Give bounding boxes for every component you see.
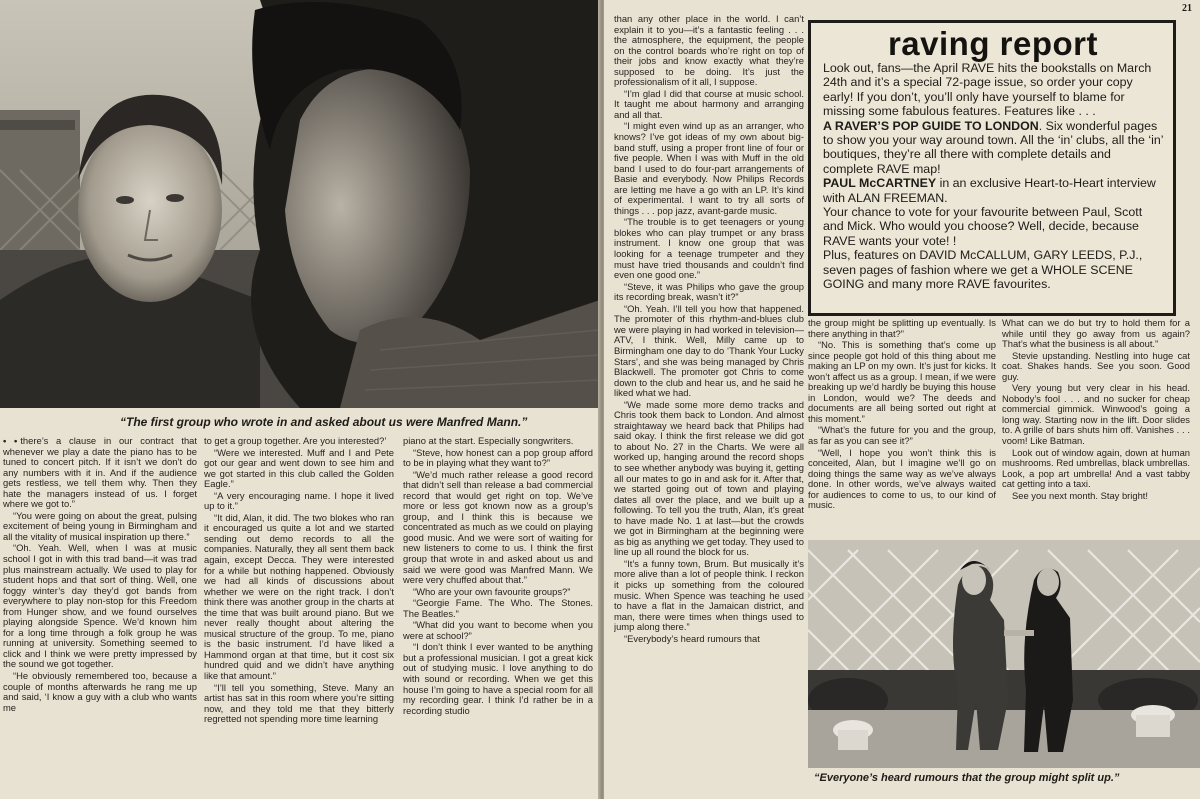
photo-interview-image	[0, 0, 600, 408]
paragraph-text: there’s a clause in our contract that whenever we play a date the piano has to be tuned to concert pitch. If it isn’t we don’t do any numbers with it in. And if the audience gets restless, we tell them why. Then they hate the managers instead of us. I forget where we got to.”	[3, 436, 197, 510]
paragraph: Look out of window again, down at human mushrooms. Red umbrellas, black umbrellas. Look, a pop art umbrella! And a vast tabby cat getting into a taxi.	[1002, 446, 1190, 490]
paragraph: “Everybody’s heard rumours that	[624, 632, 760, 644]
feature-headline: PAUL McCARTNEY	[823, 176, 937, 191]
paragraph: “Oh. Yeah. I’ll tell you how that happened. The promoter of this rhythm-and-blues club we were playing in had worked in television—ATV, I think. Well, Milly came up to Birmingham one day to do ‘Thank Your Lucky Stars’, and she was being managed by Chris Blackwell. The promoter got Chris to come down to the club and hear us, and he said he liked what we had.	[614, 302, 804, 399]
feature-item	[823, 176, 1163, 205]
paragraph: “Oh. Yeah. Well, when I was at music school I got in with this trad band—it was trad plus mainstream actually. We used to play for student hops and that sort of thing. Well, one foggy winter’s day they’d got bands from everywhere to play non-stop for this Freedom from Hunger show, and we found ourselves playing alongside Spence. We’d known him for a long time through a folk group he was running at university. Something seemed to click and I think we were pretty impressed by the sound we got together.	[3, 542, 197, 670]
paragraph: than any other place in the world. I can’t explain it to you—it’s a fantastic feeling . . . the atmosphere, the equipment, the people on the control boards who’re right on top of their jobs and know exactly what they’re supposed to be doing. It’s just the professionalism of it all, I suppose.	[614, 14, 804, 88]
paragraph: “Steve, how honest can a pop group afford to be in playing what they want to?”	[403, 446, 593, 469]
article-column-6	[1002, 318, 1190, 532]
paragraph: “What’s the future for you and the group, as far as you can see it?”	[808, 424, 996, 447]
paragraph: “It’s a funny town, Brum. But musically it’s more alive than a lot of people think. I reckon it picks up something from the coloured music. When Spence was teaching he used to have a flat in the Jamaican district, and man, there were times when things used to jump along there.”	[614, 557, 804, 633]
paragraph: “We’d much rather release a good record that didn’t sell than release a bad commercial record that would get right on top. We’ve more or less got known now as a group’s group, and I think this is because we concentrated as much as we could on playing good music. And we were sort of waiting for new listeners to come to us. I think the first group that wrote in and asked about us and said we were good was Manfred Mann. We were very chuffed about that.”	[403, 468, 593, 586]
paragraph: piano at the start. Especially songwriters.	[403, 436, 574, 446]
feature-text: in an exclusive Heart-to-Heart interview with ALAN FREEMAN.	[823, 176, 1156, 205]
paragraph: “I might even wind up as an arranger, who knows? I’ve got ideas of my own about big-band stuff, using a proper front line of four or five people. When I was with Muff in the old band I used to do four-part arrangements of Basie and everybody. Now Philips Records are letting me have a go with an LP. It’s kind of experimental. I want to try all sorts of things . . . pop jazz, avant-garde music.	[614, 120, 804, 216]
feature-item: Plus, features on DAVID McCALLUM, GARY LEEDS, P.J., seven pages of fashion where we get a WHOLE SCENE GOING and many more RAVE favourites.	[823, 248, 1143, 292]
paragraph: Stevie upstanding. Nestling into huge cat coat. Shakes hands. See you soon. Good guy.	[1002, 349, 1190, 382]
article-column-1	[3, 436, 197, 798]
paragraph: “Were we interested. Muff and I and Pete got our gear and went down to see him and we got started in this club called the Golden Eagle.”	[204, 446, 394, 490]
photo-caption: “Everyone’s heard rumours that the group might split up.”	[814, 772, 1120, 784]
paragraph: “I’m glad I did that course at music school. It taught me about harmony and arranging and all that.	[614, 87, 804, 120]
paragraph	[3, 436, 197, 510]
photo-interview	[0, 0, 600, 408]
article-column-2	[204, 436, 394, 798]
photo-handshake	[808, 540, 1200, 768]
paragraph: “A very encouraging name. I hope it lived up to it.”	[204, 489, 394, 512]
paragraph: See you next month. Stay bright!	[1012, 489, 1149, 501]
paragraph: “Steve, it was Philips who gave the group its recording break, wasn’t it?”	[614, 280, 804, 303]
article-column-4	[614, 14, 804, 798]
paragraph: the group might be splitting up eventually. Is there anything in that?”	[808, 318, 996, 339]
feature-item: Your chance to vote for your favourite between Paul, Scott and Mick. Who would you choose? Well, decide, because RAVE wants your vote! !	[823, 205, 1143, 248]
paragraph: “I don’t think I ever wanted to be anything but a professional musician. I got a great kick out of studying music. I love anything to do with sound or recording. When we get this house I’m going to have a special room for all my recording gear. I think I’d rather be in a recording studio	[403, 641, 593, 716]
paragraph: “No. This is something that’s come up since people got hold of this thing about me making an LP on my own. It’s just for kicks. It won’t affect us as a group. I mean, if we were breaking up we’d hardly be buying this house in London, would we? The deeds and documents are all being sorted out right at this moment.”	[808, 339, 996, 424]
continuation-bullet: • •	[3, 436, 18, 446]
paragraph: “It did, Alan, it did. The two blokes who ran it encouraged us quite a lot and we started sending out demo records to all the companies. Naturally, they all sent them back again, except Decca. They were interested for a while but nothing happened. Obviously we had all kinds of discussions about whether we were on the right track. I don’t think there was another group in the charts at the time that was built around piano. But we never really thought about altering the musical structure of the group. To me, piano is the basic instrument. I’d have liked a Hammond organ at that time, but it cost six hundred quid and we didn’t have anything like that amount.”	[204, 511, 394, 682]
feature-text: . Six wonderful pages to show you your way around town. All the ‘in’ clubs, all the ‘in’ boutiques, they’re all there with complete details and complete RAVE map!	[823, 118, 1164, 176]
raving-report-body	[823, 61, 1163, 292]
paragraph: “He obviously remembered too, because a couple of months afterwards he rang me up and said, ‘I know a guy with a club who wants me	[3, 670, 197, 713]
article-column-5	[808, 318, 996, 532]
photo-handshake-image	[808, 540, 1200, 768]
feature-item	[823, 119, 1163, 177]
paragraph: “The trouble is to get teenagers or young blokes who can play trumpet or any brass instrument. I know one group that was looking for a teenage trumpeter and they must have tried thousands and couldn’t find even one good one.”	[614, 216, 804, 281]
paragraph: “Well, I hope you won’t think this is conceited, Alan, but I imagine we’ll go on doing things the same way as we’ve always done. In other words, we’ve always waited for audiences to come to us, to our kind of music.	[808, 446, 996, 511]
page-number: 21	[1182, 3, 1192, 14]
paragraph: “Georgie Fame. The Who. The Stones. The Beatles.”	[403, 597, 593, 619]
paragraph: “I’ll tell you something, Steve. Many an artist has sat in this room where you’re sitting now, and they told me that they bitterly regretted not spending more time learning	[204, 681, 394, 725]
article-column-3	[403, 436, 593, 798]
raving-report-intro: Look out, fans—the April RAVE hits the bookstalls on March 24th and it’s a special 72-page issue, so order your copy early! If you don’t, you’ll only have yourself to blame for missing some fabulous features. Features like . . .	[823, 61, 1152, 119]
paragraph: What can we do but try to hold them for a while until they go away from us again? That’s what the business is all about.”	[1002, 318, 1190, 350]
feature-headline: A RAVER’S POP GUIDE TO LONDON	[823, 118, 1039, 133]
photo-caption: “The first group who wrote in and asked about us were Manfred Mann.”	[120, 415, 528, 429]
paragraph: to get a group together. Are you interested?’	[204, 436, 387, 446]
paragraph: “Who are your own favourite groups?”	[413, 585, 571, 597]
paragraph: “We made some more demo tracks and Chris took them back to London. And almost straightaway we heard back that Philips had said okay. I think the first release we did got to about No. 27 in the Charts. We were all worked up, hanging around the record shops to see whether anybody was buying it, getting all our mates to go in and ask for it. After that, we started going out of town and playing dates all over the place, and we built up a following. To tell you the truth, Alan, it’s great to have made No. 1 at last—but the crowds we got in Birmingham at the beginning were as big as anything we get today. They used to line up all round the block for us.	[614, 398, 804, 558]
paragraph: “What did you want to become when you were at school?”	[403, 619, 593, 641]
raving-report-title: raving report	[887, 25, 1099, 62]
raving-report-box	[808, 20, 1176, 316]
paragraph: Very young but very clear in his head. Nobody’s fool . . . and no sucker for cheap commercial gimmick. Winwood’s going a long way. Starting now in the lift. Door slides to. A grille of bars shuts him off. Vanishes . . . voom! Like Batman.	[1002, 382, 1190, 447]
paragraph: “You were going on about the great, pulsing excitement of being young in Birmingham and all the vitality of musical inspiration up there.”	[3, 509, 197, 542]
